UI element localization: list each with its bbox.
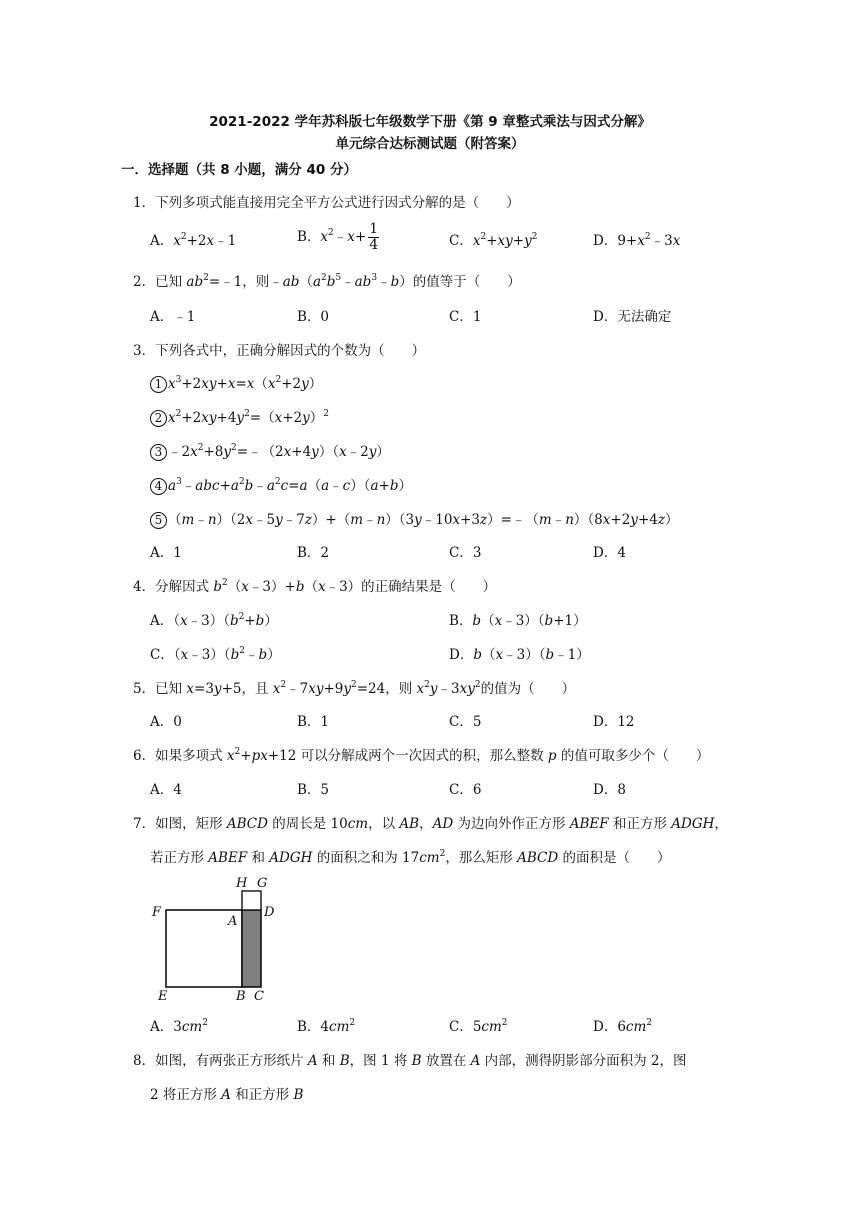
question-3-option-c: C．3 xyxy=(449,545,482,561)
question-6-option-d: D．8 xyxy=(593,782,626,798)
question-3-item-3: 3 $﹣2x^2+8y^2=﹣(2x+4y)(x﹣2y)$ xyxy=(150,440,390,461)
label-a: A xyxy=(228,914,238,929)
question-1-stem: 1．下列多项式能直接用完全平方公式进行因式分解的是（ ） xyxy=(133,195,520,211)
label-g: G xyxy=(257,876,268,891)
question-4-option-c: C．$(x﹣3)(b^2﹣b)$ xyxy=(150,646,281,663)
question-3-item-1: 1 $x^3+2xy+x=x(x^2+2y)$ xyxy=(150,372,322,393)
question-1-option-c: C．$x^2+xy+y^2$ xyxy=(449,232,538,249)
question-6-stem: 6．如果多项式 $x^2+px+12$ 可以分解成两个一次因式的积，那么整数 p 的值可取多少个（ ） xyxy=(133,747,710,764)
question-5-option-a: A．0 xyxy=(150,714,182,730)
question-6-option-b: B．5 xyxy=(297,782,330,798)
label-f: F xyxy=(152,905,162,920)
question-1-option-a: A．$x^2+2x﹣1$ xyxy=(150,232,237,249)
question-2-option-a: A．﹣1 xyxy=(150,309,196,325)
question-2-option-d: D．无法确定 xyxy=(593,309,672,325)
question-7-option-d: D．$6cm^2$ xyxy=(593,1018,653,1035)
question-7-option-c: C．$5cm^2$ xyxy=(449,1018,508,1035)
section-heading: 一．选择题（共 8 小题，满分 40 分） xyxy=(121,162,357,178)
question-2-option-c: C．1 xyxy=(449,309,482,325)
fraction-one-quarter: $\frac{1}{4}$ xyxy=(369,221,379,253)
question-3-item-4: 4 $a^3﹣abc+a^2b﹣a^2c=a(a﹣c)(a+b)$ xyxy=(150,474,412,495)
question-5-option-d: D．12 xyxy=(593,714,635,730)
label-b: B xyxy=(236,989,246,1004)
question-1-option-d: D．$9+x^2﹣3x$ xyxy=(593,232,681,249)
question-4-option-d: D．b（x﹣3）（b﹣1） xyxy=(449,647,590,663)
question-3-option-d: D．4 xyxy=(593,545,626,561)
question-2-stem: 2．已知 $ab^2=﹣1$，则$﹣ab(a^2b^5﹣ab^3﹣b)$的值等于（ ） xyxy=(133,273,521,290)
question-3-option-b: B．2 xyxy=(297,545,330,561)
question-7-option-a: A．$3cm^2$ xyxy=(150,1018,208,1035)
question-6-option-c: C．6 xyxy=(449,782,482,798)
question-4-option-b: B．b（x﹣3）（b+1） xyxy=(449,613,587,629)
question-3-item-5: 5 （m﹣n）（2x﹣5y﹣7z）+（m﹣n）（3y﹣10x+3z）=﹣（m﹣n）（8x+2y+4z） xyxy=(150,508,678,529)
document-title-line1: 2021-2022 学年苏科版七年级数学下册《第 9 章整式乘法与因式分解》 xyxy=(209,114,651,130)
rectangle-abcd xyxy=(242,910,261,987)
document-title-line2: 单元综合达标测试题（附答案） xyxy=(335,136,525,152)
label-e: E xyxy=(158,989,168,1004)
question-7-stem-line2: 若正方形 ABEF 和 ADGH 的面积之和为 $17cm^2$，那么矩形 ABCD 的面积是（ ） xyxy=(150,849,671,866)
label-c: C xyxy=(254,989,264,1004)
question-5-option-c: C．5 xyxy=(449,714,482,730)
question-1-option-b: B．$x^2﹣x+$ $\frac{1}{4}$ xyxy=(297,221,379,253)
question-8-stem-line2: 2 将正方形 A 和正方形 B xyxy=(150,1087,304,1103)
label-h: H xyxy=(236,876,248,891)
question-3-stem: 3．下列各式中，正确分解因式的个数为（ ） xyxy=(133,343,426,359)
question-3-option-a: A．1 xyxy=(150,545,182,561)
question-3-item-2: 2 $x^2+2xy+4y^2=(x+2y)^2$ xyxy=(150,406,329,427)
label-d: D xyxy=(264,905,275,920)
question-4-option-a: A．$(x﹣3)(b^2+b)$ xyxy=(150,612,278,629)
question-2-option-b: B．0 xyxy=(297,309,330,325)
question-8-stem-line1: 8．如图，有两张正方形纸片 A 和 B，图 1 将 B 放置在 A 内部，测得阴影部分面积为 2，图 xyxy=(133,1053,687,1069)
question-5-option-b: B．1 xyxy=(297,714,330,730)
question-7-option-b: B．$4cm^2$ xyxy=(297,1018,356,1035)
question-5-stem: 5．已知 x=3y+5，且 $x^2﹣7xy+9y^2=24$，则 $x^2y﹣3xy^2$的值为（ ） xyxy=(133,680,576,697)
question-7-stem-line1: 7．如图，矩形 ABCD 的周长是 10cm，以 AB，AD 为边向外作正方形 ABEF 和正方形 ADGH， xyxy=(133,816,728,832)
question-6-option-a: A．4 xyxy=(150,782,182,798)
question-7-geometry-figure xyxy=(148,872,288,1004)
question-4-stem: 4．分解因式 $b^2(x﹣3)+b(x﹣3)$的正确结果是（ ） xyxy=(133,578,497,595)
square-adgh xyxy=(242,891,261,910)
